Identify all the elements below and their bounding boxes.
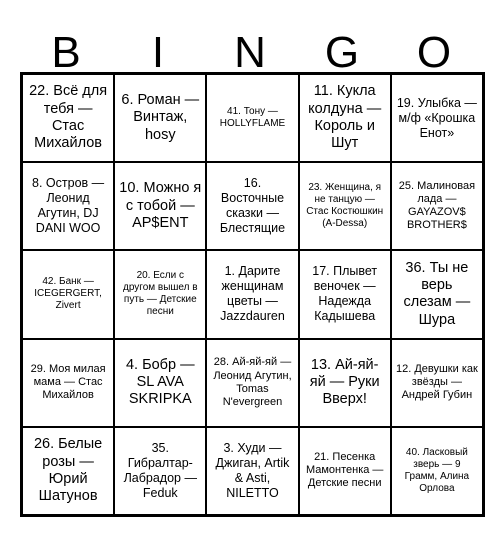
bingo-cell-r1c5[interactable] [391, 74, 483, 162]
cell-text: 4. Бобр — SL AVA SKRIPKA [125, 356, 195, 408]
cell-text: 13. Ай-яй-яй — Руки Вверх! [309, 356, 380, 408]
bingo-grid [20, 72, 485, 517]
bingo-cell-r1c4[interactable] [299, 74, 391, 162]
cell-text: 21. Песенка Мамонтенка — Детские песни [305, 451, 384, 490]
header-letter-i: I [151, 28, 165, 77]
header-letter-n: N [234, 28, 266, 77]
bingo-cell-r5c2[interactable] [114, 427, 206, 515]
cell-text: 6. Роман — Винтаж, hosy [121, 92, 200, 143]
cell-text: 11. Кукла колдуна — Король и Шут [308, 83, 382, 152]
bingo-cell-r3c3[interactable] [206, 250, 298, 338]
cell-text: 20. Если с другом вышел в путь — Детские песни [122, 270, 198, 318]
bingo-cell-r4c5[interactable] [391, 339, 483, 427]
cell-text: 12. Девушки как звёзды — Андрей Губин [395, 362, 478, 402]
header-letter-g: G [324, 28, 360, 77]
cell-text: 17. Плывет веночек — Надежда Кадышева [312, 264, 378, 324]
cell-text: 26. Белые розы — Юрий Шатунов [33, 436, 103, 505]
cell-text: 1. Дарите женщинам цветы — Jazzdauren [220, 264, 285, 324]
bingo-cell-r2c1[interactable] [22, 162, 114, 250]
cell-text: 28. Ай-яй-яй — Леонид Агутин, Tomas N'evergreen [213, 356, 292, 408]
bingo-cell-r5c5[interactable] [391, 427, 483, 515]
bingo-cell-r2c3[interactable] [206, 162, 298, 250]
cell-text: 40. Ласковый зверь — 9 Грамм, Алина Орлова [404, 446, 470, 494]
header-letter-b: B [51, 28, 81, 77]
bingo-cell-r4c1[interactable] [22, 339, 114, 427]
cell-text: 3. Худи — Джиган, Artik & Asti, NILETTO [215, 440, 290, 500]
bingo-cell-r3c4[interactable] [299, 250, 391, 338]
bingo-cell-r4c3[interactable] [206, 339, 298, 427]
cell-text: 10. Можно я с тобой — AP$ENT [119, 180, 202, 231]
bingo-cell-r1c2[interactable] [114, 74, 206, 162]
bingo-cell-r3c2[interactable] [114, 250, 206, 338]
bingo-cell-r3c5[interactable] [391, 250, 483, 338]
cell-text: 16. Восточные сказки — Блестящие [219, 176, 286, 236]
cell-text: 35. Гибралтар-Лабрадор — Feduk [123, 440, 197, 500]
cell-text: 19. Улыбка — м/ф «Крошка Енот» [396, 95, 477, 140]
cell-text: 41. Тону — HOLLYFLAME [219, 106, 286, 130]
cell-text: 42. Банк — ICEGERGERT, Zivert [34, 276, 102, 312]
bingo-cell-r2c5[interactable] [391, 162, 483, 250]
cell-text: 22. Всё для тебя — Стас Михайлов [29, 83, 108, 152]
bingo-cell-r4c2[interactable] [114, 339, 206, 427]
bingo-cell-r2c2[interactable] [114, 162, 206, 250]
cell-text: 25. Малиновая лада — GAYAZOV$ BROTHER$ [398, 179, 476, 232]
bingo-cell-r5c1[interactable] [22, 427, 114, 515]
bingo-cell-r1c1[interactable] [22, 74, 114, 162]
bingo-cell-r2c4[interactable] [299, 162, 391, 250]
bingo-cell-r5c3[interactable] [206, 427, 298, 515]
bingo-cell-r1c3[interactable] [206, 74, 298, 162]
header-letter-o: O [416, 28, 452, 77]
bingo-cell-r4c4[interactable] [299, 339, 391, 427]
bingo-cell-r3c1[interactable] [22, 250, 114, 338]
cell-text: 23. Женщина, я не танцую — Стас Костюшкин (A-Dessa) [306, 182, 384, 230]
bingo-cell-r5c4[interactable] [299, 427, 391, 515]
cell-text: 29. Моя милая мама — Стас Михайлов [30, 362, 106, 402]
cell-text: 8. Остров — Леонид Агутин, DJ DANI WOO [32, 176, 105, 236]
cell-text: 36. Ты не верь слезам — Шура [403, 259, 471, 328]
